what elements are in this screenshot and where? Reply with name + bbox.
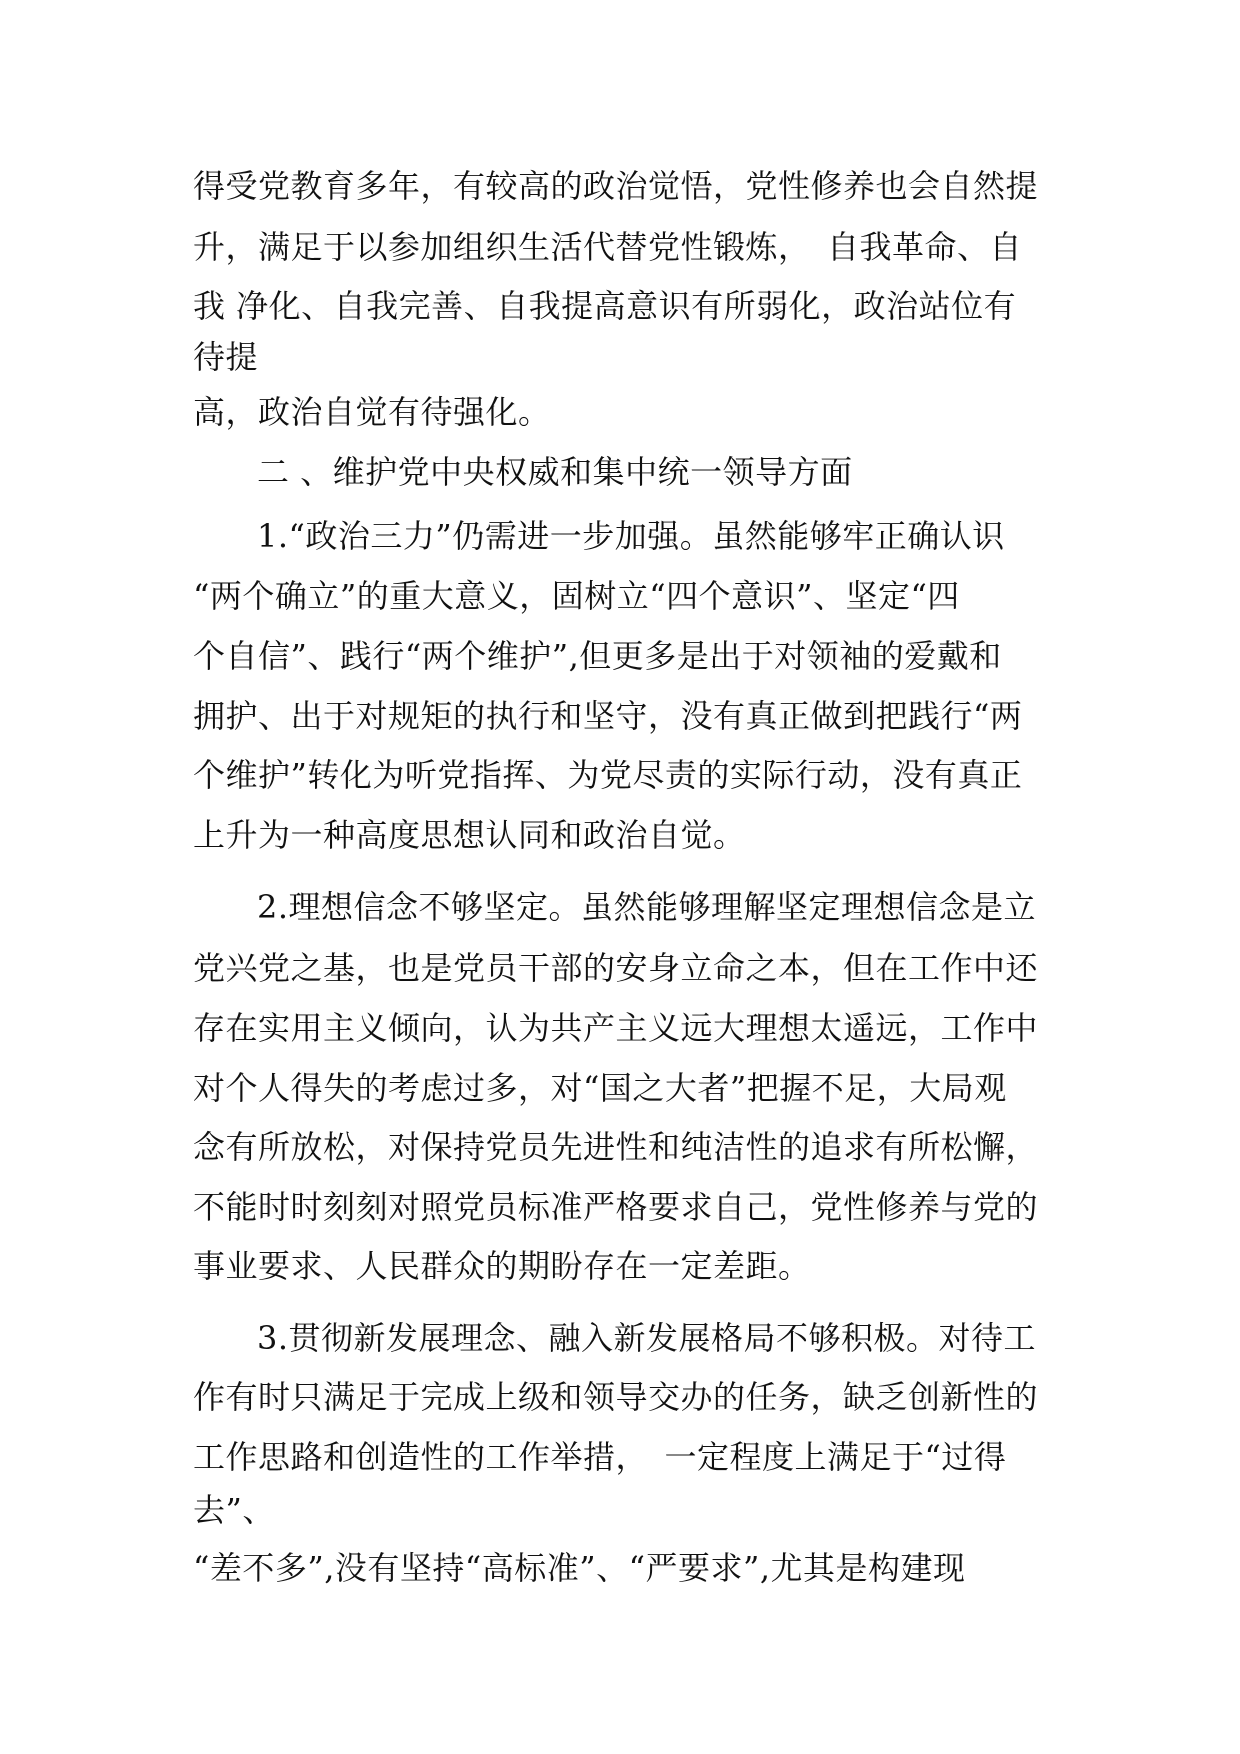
text-line: 升，满足于以参加组织生活代替党性锻炼， 自我革命、自 <box>193 228 1023 266</box>
text-line: “两个确立”的重大意义，固树立“四个意识”、坚定“四 <box>193 577 960 615</box>
text-line: 拥护、出于对规矩的执行和坚守，没有真正做到把践行“两 <box>193 697 1023 735</box>
text-line: 对个人得失的考虑过多，对“国之大者”把握不足，大局观 <box>193 1069 1007 1107</box>
text-line: 念有所放松，对保持党员先进性和纯洁性的追求有所松懈， <box>193 1128 1039 1166</box>
text-line: 得受党教育多年，有较高的政治觉悟，党性修养也会自然提 <box>193 167 1039 205</box>
text-line: 上升为一种高度思想认同和政治自觉。 <box>193 816 746 854</box>
text-line: 我 净化、自我完善、自我提高意识有所弱化，政治站位有 <box>193 287 1017 325</box>
text-line: 个维护”转化为听党指挥、为党尽责的实际行动，没有真正 <box>193 756 1023 794</box>
text-line: 作有时只满足于完成上级和领导交办的任务，缺乏创新性的 <box>193 1378 1039 1416</box>
text-line: 事业要求、人民群众的期盼存在一定差距。 <box>193 1247 811 1285</box>
text-line: 3.贯彻新发展理念、融入新发展格局不够积极。对待工 <box>257 1319 1037 1357</box>
text-line: “差不多”,没有坚持“高标准”、“严要求”,尤其是构建现 <box>193 1549 966 1587</box>
text-line: 存在实用主义倾向，认为共产主义远大理想太遥远，工作中 <box>193 1009 1039 1047</box>
text-line: 去”、 <box>193 1491 275 1529</box>
text-line: 工作思路和创造性的工作举措， 一定程度上满足于“过得 <box>193 1438 1007 1476</box>
text-line: 党兴党之基，也是党员干部的安身立命之本，但在工作中还 <box>193 949 1039 987</box>
text-line: 1.“政治三力”仍需进一步加强。虽然能够牢正确认识 <box>257 517 1005 555</box>
section-heading: 二 、维护党中央权威和集中统一领导方面 <box>257 453 853 491</box>
text-line: 高，政治自觉有待强化。 <box>193 393 551 431</box>
text-line: 不能时时刻刻对照党员标准严格要求自己，党性修养与党的 <box>193 1188 1039 1226</box>
text-line: 个自信”、践行“两个维护”,但更多是出于对领袖的爱戴和 <box>193 637 1002 675</box>
text-line: 2.理想信念不够坚定。虽然能够理解坚定理想信念是立 <box>257 888 1037 926</box>
text-line: 待提 <box>193 338 259 376</box>
